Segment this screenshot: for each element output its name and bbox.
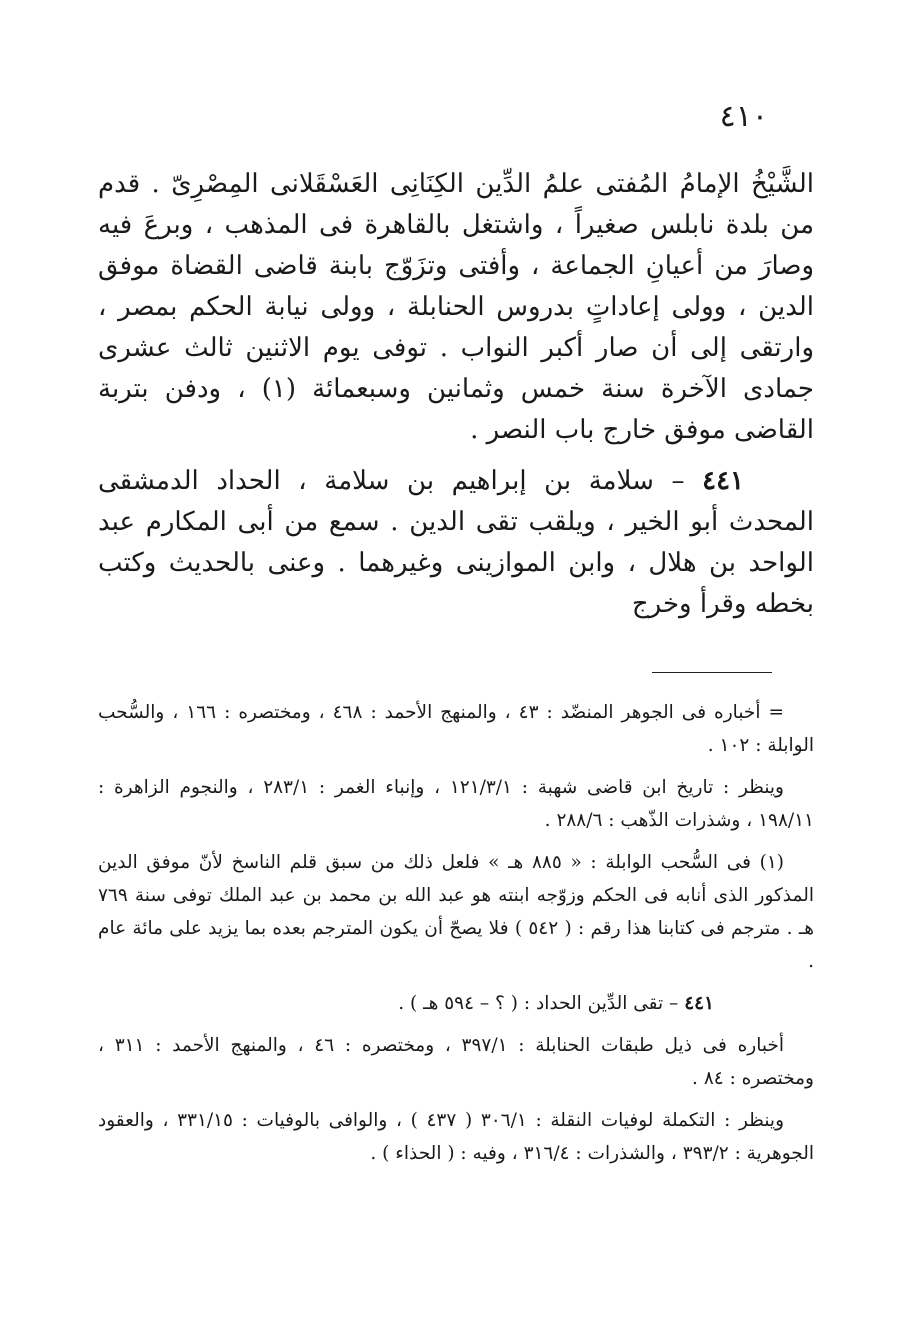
footnote-entry-441-sources: أخباره فى ذيل طبقات الحنابلة : ٣٩٧/١ ، ومختصره : ٤٦ ، والمنهج الأحمد : ٣١١ ، ومختصره : ٨٤ . [98,1035,814,1089]
footnote-entry-441-header [98,987,814,1020]
footnote-1: (١) فى السُّحب الوابلة : « ٨٨٥ هـ » فلعل ذلك من سبق قلم الناسخ لأنّ موفق الدين المذكور الذى أنابه فى الحكم وزوّجه ابنته هو عبد الله بن محمد بن عبد الملك توفى سنة ٧٦٩ هـ . مترجم فى كتابنا هذا رقم : ( ٥٤٢ ) فلا يصحّ أن يكون المترجم بعده بما يزيد على مائة عام . [98,852,815,972]
biography-continuation: الشَّيْخُ الإمامُ المُفتى علمُ الدِّين الكِنَانِى العَسْقَلانى المِصْرِىّ . قدم من بلدة نابلس صغيراً ، واشتغل بالقاهرة فى المذهب ، وبرعَ فيه وصارَ من أعيانِ الجماعة ، وأفتى وتزَوّج بابنة قاضى القضاة موفق الدين ، وولى إعاداتٍ بدروس الحنابلة ، وولى نيابة الحكم بمصر ، وارتقى إلى أن صار أكبر النواب . توفى يوم الاثنين ثالث عشرى جمادى الآخرة سنة خمس وثمانين وسبعمائة (١) ، ودفن بتربة القاضى موفق خارج باب النصر . [98,169,814,445]
main-text [98,164,814,625]
entry-number: ٤٤١ [702,466,745,496]
footnote-entry-number: ٤٤١ [684,993,714,1014]
entry-text: سلامة بن إبراهيم بن سلامة ، الحداد الدمشقى المحدث أبو الخير ، ويلقب تقى الدين . سمع من أبى المكارم عبد الواحد بن هلال ، وابن الموازينى وغيرهما . وعنى بالحديث وكتب بخطه وقرأ وخرج [98,466,814,619]
page-number: ٤١٠ [719,99,768,134]
footnote-see-also: وينظر : تاريخ ابن قاضى شهبة : ١٢١/٣/١ ، وإنباء الغمر : ٢٨٣/١ ، والنجوم الزاهرة : ١٩٨/١١ ، وشذرات الذّهب : ٢٨٨/٦ . [98,777,814,831]
entry-dash: – [653,466,703,496]
footnote-entry-441-see-also: وينظر : التكملة لوفيات النقلة : ٣٠٦/١ ( ٤٣٧ ) ، والوافى بالوفيات : ٣٣١/١٥ ، والعقود الجوهرية : ٣٩٣/٢ ، والشذرات : ٣١٦/٤ ، وفيه : ( الحذاء ) . [98,1110,814,1164]
footnote-divider [652,672,772,673]
footnotes [98,696,814,1179]
footnote-entry-title: – تقى الدِّين الحداد : ( ؟ – ٥٩٤ هـ ) . [398,993,685,1014]
footnote-sources-continued: = أخباره فى الجوهر المنضّد : ٤٣ ، والمنهج الأحمد : ٤٦٨ ، ومختصره : ١٦٦ ، والسُّحب الوابلة : ١٠٢ . [98,702,814,756]
biography-entry-441 [98,461,814,625]
